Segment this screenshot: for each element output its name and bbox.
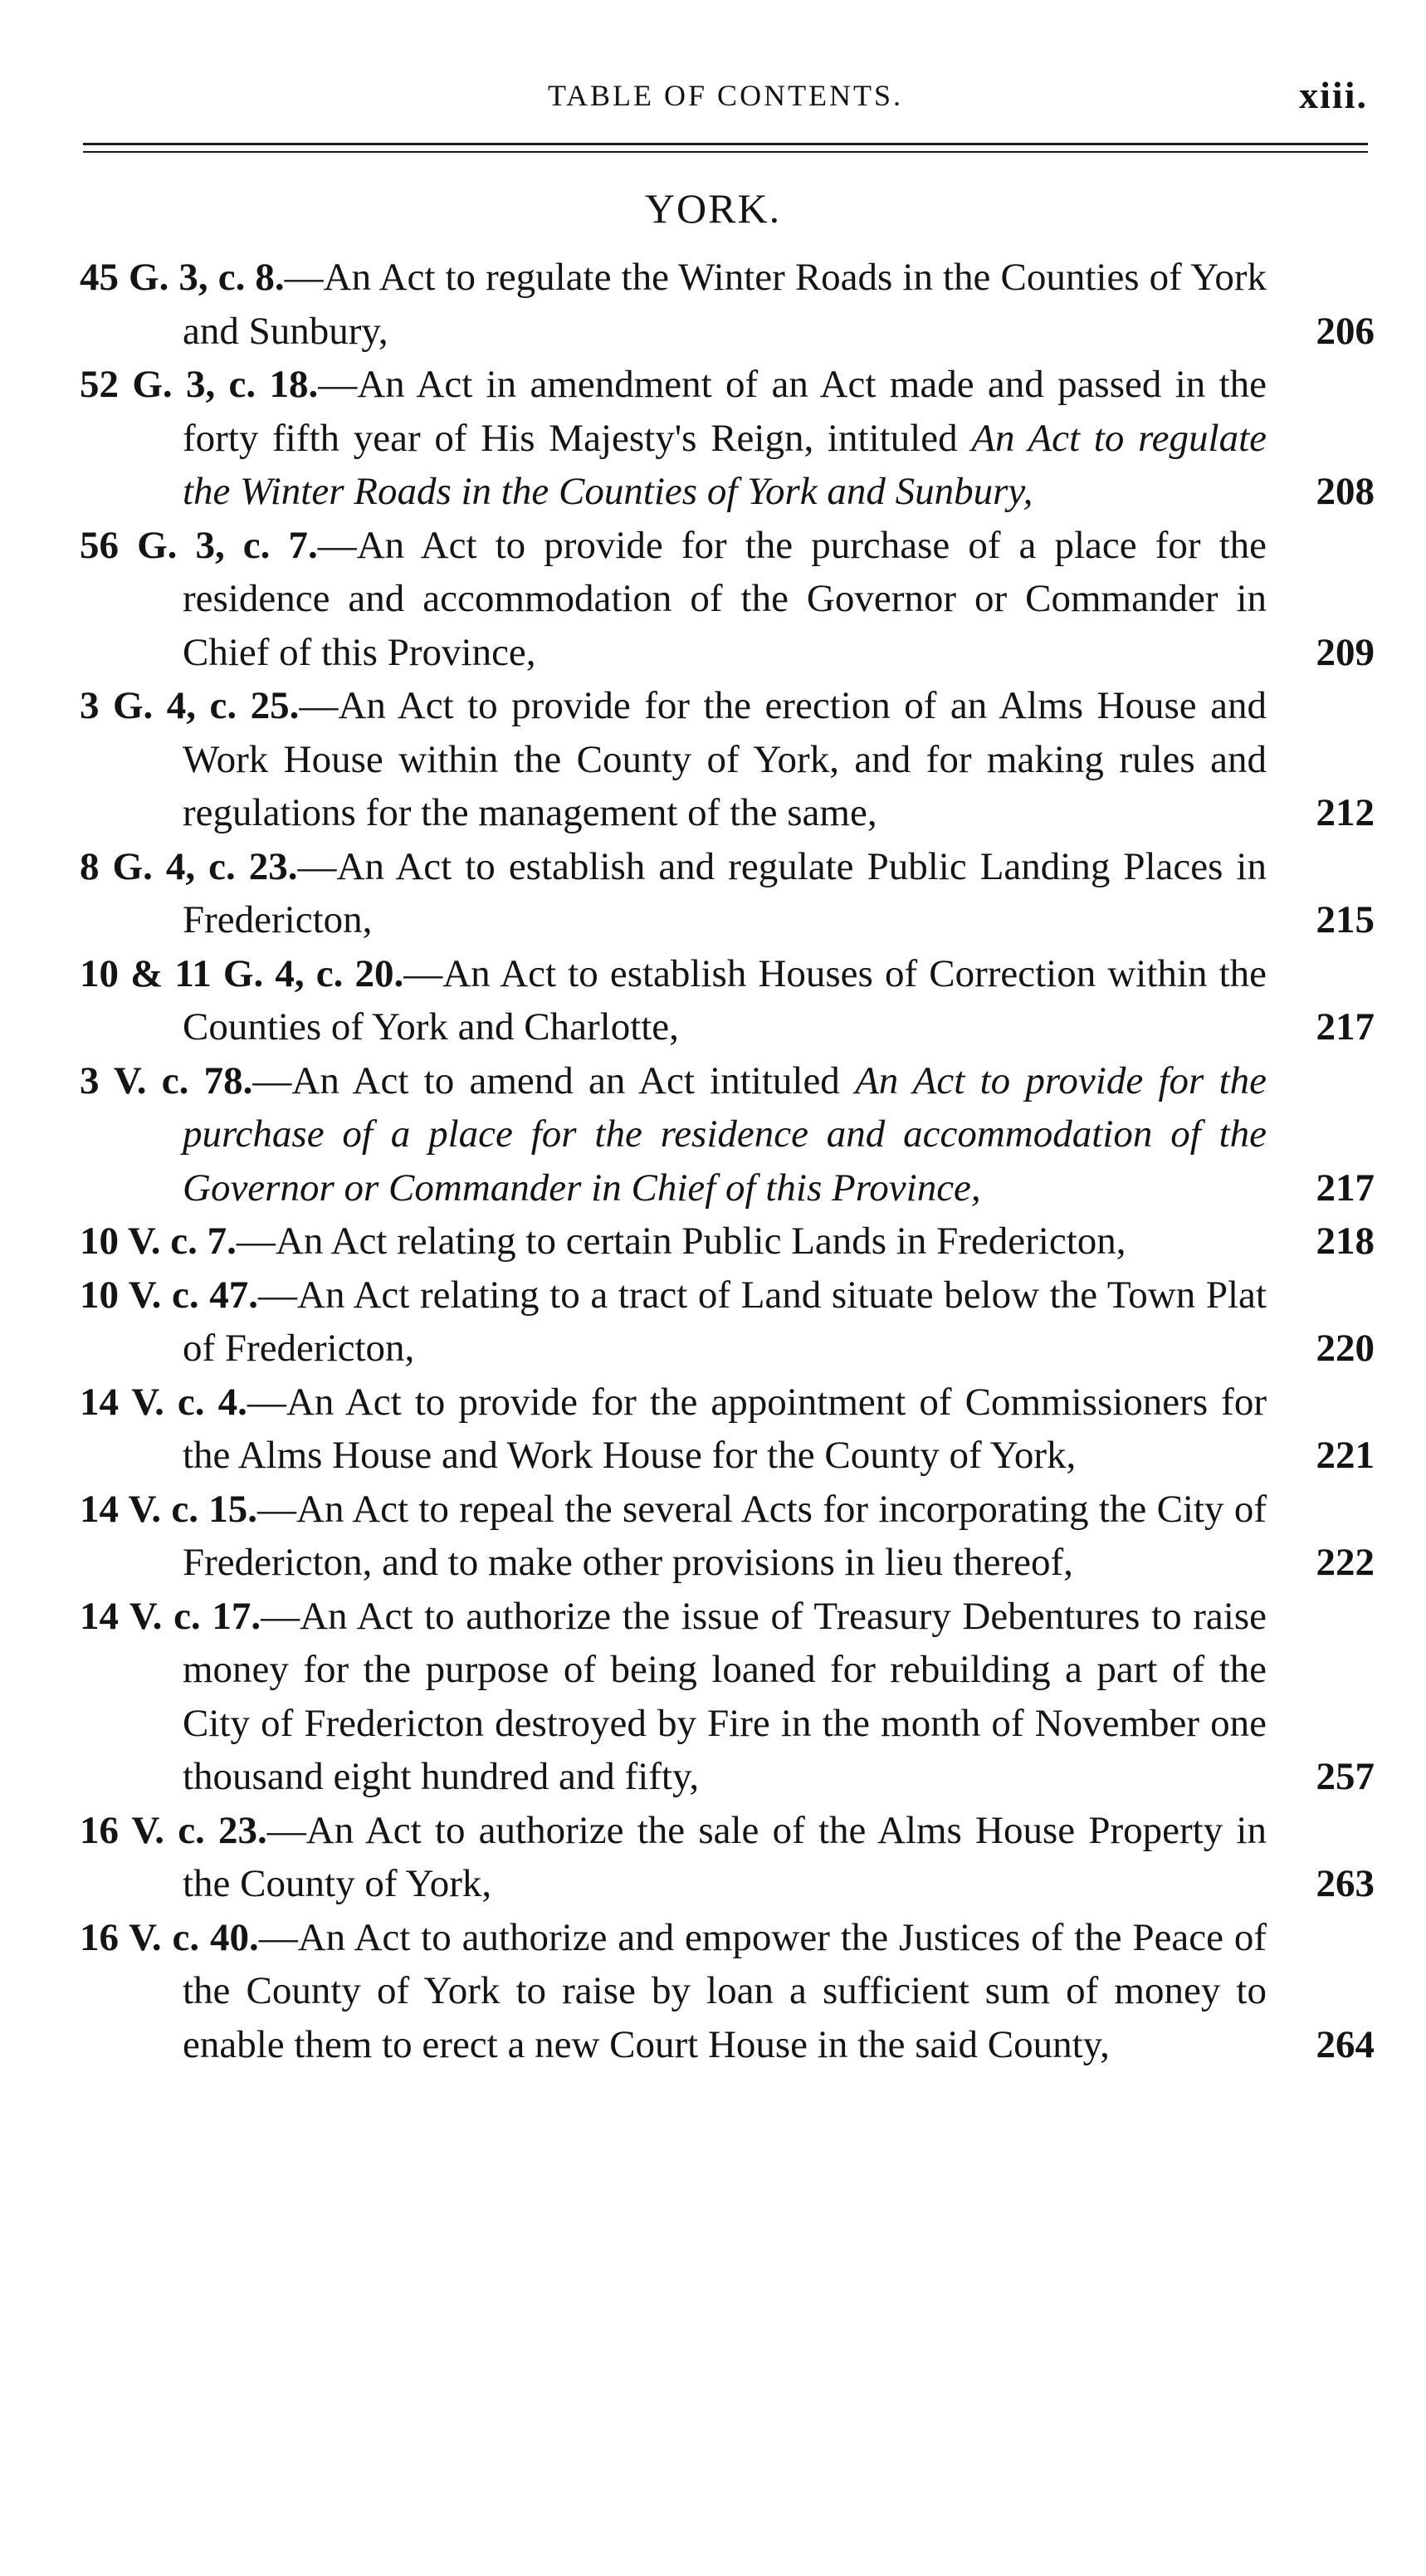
entry-description: —An Act to provide for the purchase of a place for the residence and accommodation of the Governor or Commander in Chief of this Province, (183, 523, 1267, 674)
entry-citation: 56 G. 3, c. 7. (80, 523, 318, 567)
entry-page-number: 209 (1316, 630, 1375, 674)
entry-page-number: 215 (1316, 898, 1375, 941)
entry-description: —An Act to establish and regulate Public Landing Places in Fredericton, (183, 844, 1267, 941)
entry-description: —An Act to authorize the sale of the Alms House Property in the County of York, (183, 1808, 1267, 1905)
contents-entry (80, 679, 1375, 840)
entry-citation: 14 V. c. 4. (80, 1380, 247, 1424)
entry-citation: 3 V. c. 78. (80, 1058, 253, 1102)
header-rule-top (83, 143, 1368, 145)
entry-citation: 14 V. c. 15. (80, 1487, 258, 1531)
entry-description: —An Act to authorize the issue of Treasury Debentures to raise money for the purpose of being loaned for rebuilding a part of the City of Fredericton destroyed by Fire in the month of November one thousand eight hundred and fifty, (183, 1594, 1267, 1798)
entry-citation: 3 G. 4, c. 25. (80, 684, 300, 727)
entry-citation: 10 & 11 G. 4, c. 20. (80, 951, 404, 995)
entry-description: —An Act to provide for the appointment of Commissioners for the Alms House and Work House for the County of York, (183, 1380, 1267, 1477)
contents-entry (80, 358, 1375, 519)
contents-entry (80, 1376, 1375, 1483)
entry-description: —An Act relating to certain Public Lands in Fredericton, (236, 1220, 1126, 1263)
entry-page-number: 206 (1316, 309, 1375, 353)
entry-page-number: 221 (1316, 1434, 1375, 1477)
entry-description: —An Act to repeal the several Acts for incorporating the City of Fredericton, and to make other provisions in lieu thereof, (183, 1487, 1267, 1584)
entry-description: —An Act to establish Houses of Correction within the Counties of York and Charlotte, (183, 951, 1267, 1048)
entry-italic-title: An Act to regulate the Winter Roads in the Counties of York and Sunbury, (183, 416, 1267, 513)
entry-citation: 10 V. c. 47. (80, 1273, 259, 1317)
entry-citation: 14 V. c. 17. (80, 1594, 261, 1638)
contents-entry (80, 251, 1375, 358)
entry-description: —An Act to provide for the erection of an Alms House and Work House within the County of York, and for making rules and regulations for the management of the same, (183, 684, 1267, 834)
entry-description: —An Act in amendment of an Act made and passed in the forty fifth year of His Majesty's Reign, intituled (183, 363, 1267, 460)
entry-page-number: 222 (1316, 1541, 1375, 1584)
contents-entry (80, 947, 1375, 1054)
entry-page-number: 217 (1316, 1166, 1375, 1210)
running-title: TABLE OF CONTENTS. (547, 79, 904, 112)
entry-page-number: 220 (1316, 1327, 1375, 1370)
entry-description: —An Act to amend an Act intituled (252, 1058, 856, 1102)
contents-entry (80, 1268, 1375, 1376)
entry-page-number: 257 (1316, 1755, 1375, 1798)
entry-page-number: 218 (1316, 1220, 1375, 1263)
contents-entry (80, 519, 1375, 680)
contents-entry (80, 1911, 1375, 2072)
contents-entry (80, 1215, 1375, 1268)
entry-citation: 10 V. c. 7. (80, 1220, 237, 1263)
page-folio: xiii. (1299, 74, 1368, 116)
entry-citation: 16 V. c. 40. (80, 1915, 259, 1959)
entry-description: —An Act to authorize and empower the Justices of the Peace of the County of York to raise by loan a sufficient sum of money to enable them to erect a new Court House in the said County, (183, 1915, 1267, 2066)
section-title: YORK. (644, 185, 782, 232)
contents-entry (80, 1804, 1375, 1911)
contents-entry (80, 840, 1375, 947)
entry-citation: 52 G. 3, c. 18. (80, 363, 319, 406)
entry-page-number: 208 (1316, 470, 1375, 513)
contents-entry (80, 1590, 1375, 1804)
entry-page-number: 264 (1316, 2022, 1375, 2066)
entry-citation: 8 G. 4, c. 23. (80, 844, 298, 888)
entry-italic-title: An Act to provide for the purchase of a place for the residence and accommodation of the Governor or Commander in Chief of this Province, (183, 1058, 1267, 1210)
entry-description: —An Act relating to a tract of Land situate below the Town Plat of Fredericton, (183, 1273, 1267, 1370)
contents-entry (80, 1483, 1375, 1590)
entry-page-number: 263 (1316, 1862, 1375, 1905)
contents-list (80, 251, 1375, 2071)
contents-entry (80, 1054, 1375, 1215)
header-rule-bottom (83, 151, 1368, 153)
entry-citation: 16 V. c. 23. (80, 1808, 267, 1852)
entry-citation: 45 G. 3, c. 8. (80, 256, 285, 299)
entry-description: —An Act to regulate the Winter Roads in the Counties of York and Sunbury, (183, 256, 1267, 353)
entry-page-number: 212 (1316, 791, 1375, 834)
running-head (83, 73, 1368, 123)
entry-page-number: 217 (1316, 1005, 1375, 1048)
